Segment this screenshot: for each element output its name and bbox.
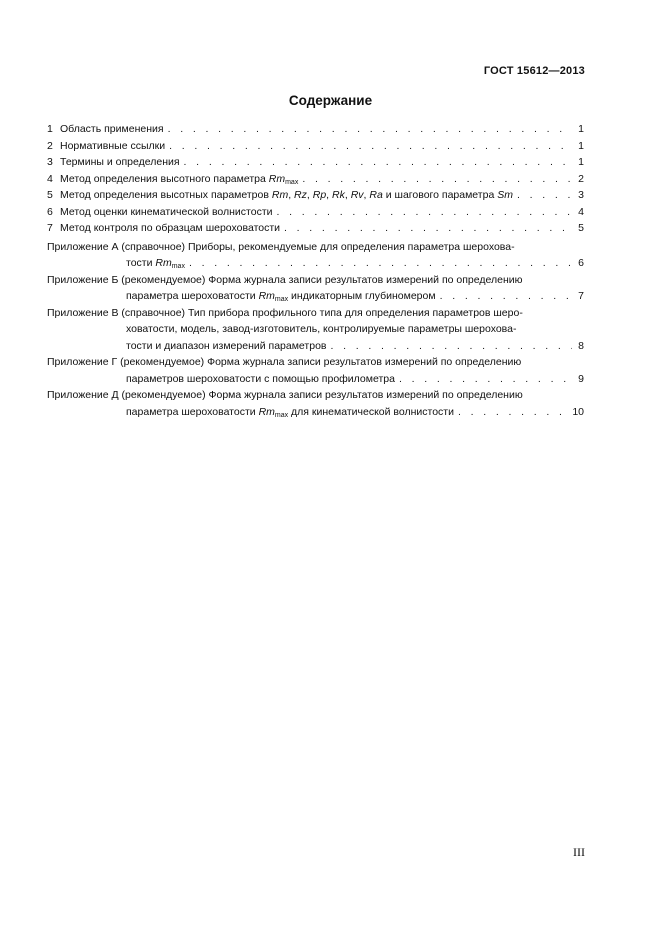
toc-appendix-d[interactable] [47,387,584,420]
toc-entry-title-cont: тости и диапазон измерений параметров [126,339,327,352]
table-of-contents [47,121,584,420]
toc-entry-number: 1 [47,123,53,135]
dot-leader [169,138,572,155]
toc-entry-title: Приложение Б (рекомендуемое) Форма журнала записи результатов измерений по определению [47,273,523,286]
toc-entry-number: 2 [47,139,53,152]
document-code: ГОСТ 15612—2013 [483,65,585,77]
toc-appendix-a[interactable] [47,239,584,272]
toc-entry-title-cont: тости $Rm_{max}$ [126,257,185,270]
dot-leader [189,255,572,272]
param-subscript: max [171,263,185,270]
toc-entry-2[interactable] [47,138,584,155]
dot-leader [284,220,572,237]
toc-entry-title: Приложение А (справочное) Приборы, рекомендуемые для определения параметра шерохова- [47,240,515,253]
toc-appendix-g[interactable] [47,354,584,387]
toc-entry-page: 1 [578,156,584,168]
toc-entry-title: Приложение Г (рекомендуемое) Форма журнала записи результатов измерений по определению [47,356,522,368]
toc-entry-1[interactable] [47,121,584,138]
toc-entry-title: Метод оценки кинематической волнистости [60,205,273,218]
param-symbol: Rm [258,405,275,418]
toc-appendix-b[interactable] [47,272,584,305]
toc-entry-title: Метод определения высотного параметра $Rm_{max}$ [60,172,299,186]
dot-leader [399,371,572,388]
toc-entry-7[interactable] [47,220,584,237]
toc-entry-number: 7 [47,222,53,234]
toc-entry-number: 3 [47,156,53,168]
toc-entry-page: 8 [578,339,584,352]
toc-entry-title: Метод контроля по образцам шероховатости [60,222,281,234]
toc-entry-title: Область применения [60,123,164,135]
toc-entry-title-cont: ховатости, модель, завод-изготовитель, контролируемые параметры шерохова- [126,323,517,335]
toc-entry-title-cont: параметров шероховатости с помощью профилометра [126,372,395,385]
toc-entry-page: 4 [578,205,584,218]
toc-entry-page: 2 [578,172,584,185]
toc-entry-number: 5 [47,189,53,201]
toc-entry-page: 1 [578,139,584,152]
page-title: Содержание [288,93,373,108]
toc-entry-page: 7 [578,290,584,302]
toc-entry-number: 4 [47,172,53,185]
toc-entry-3[interactable] [47,154,584,171]
dot-leader [331,338,573,355]
toc-entry-5[interactable] [47,187,584,204]
param-symbol: Rm [268,172,286,185]
toc-entry-number: 6 [47,205,53,218]
toc-entry-title: Приложение В (справочное) Тип прибора профильного типа для определения параметров шеро- [47,306,523,319]
toc-appendix-v[interactable] [47,305,584,355]
dot-leader [184,154,572,171]
dot-leader [517,187,572,204]
toc-entry-page: 6 [578,257,584,269]
param-subscript: max [274,411,289,419]
toc-entry-page: 1 [578,123,584,135]
param-subscript: max [274,296,289,303]
param-subscript: max [285,178,299,186]
toc-entry-title-cont: параметра шероховатости $Rm_{max}$ для кинематической волнистости [126,405,454,419]
toc-entry-page: 5 [578,222,584,234]
toc-entry-page: 10 [572,405,584,418]
dot-leader [440,288,572,305]
param-symbol: Rm [155,257,172,269]
dot-leader [302,171,572,188]
toc-entry-4[interactable] [47,171,584,188]
dot-leader [458,404,569,421]
toc-entry-title: Термины и определения [60,156,180,168]
toc-entry-page: 3 [578,189,584,201]
page-number: III [573,845,585,859]
toc-entry-title: Нормативные ссылки [60,139,166,152]
param-symbol: Rm [258,290,275,302]
toc-entry-title: Приложение Д (рекомендуемое) Форма журнала записи результатов измерений по определению [47,389,523,401]
dot-leader [168,121,572,138]
toc-entry-title: Метод определения высотных параметров Rm, Rz, Rp, Rk, Rv, Ra и шагового параметра Sm [60,189,513,201]
toc-entry-6[interactable] [47,204,584,221]
toc-entry-title-cont: параметра шероховатости $Rm_{max}$ индикаторным глубиномером [126,290,436,303]
dot-leader [277,204,572,221]
toc-entry-page: 9 [578,372,584,385]
